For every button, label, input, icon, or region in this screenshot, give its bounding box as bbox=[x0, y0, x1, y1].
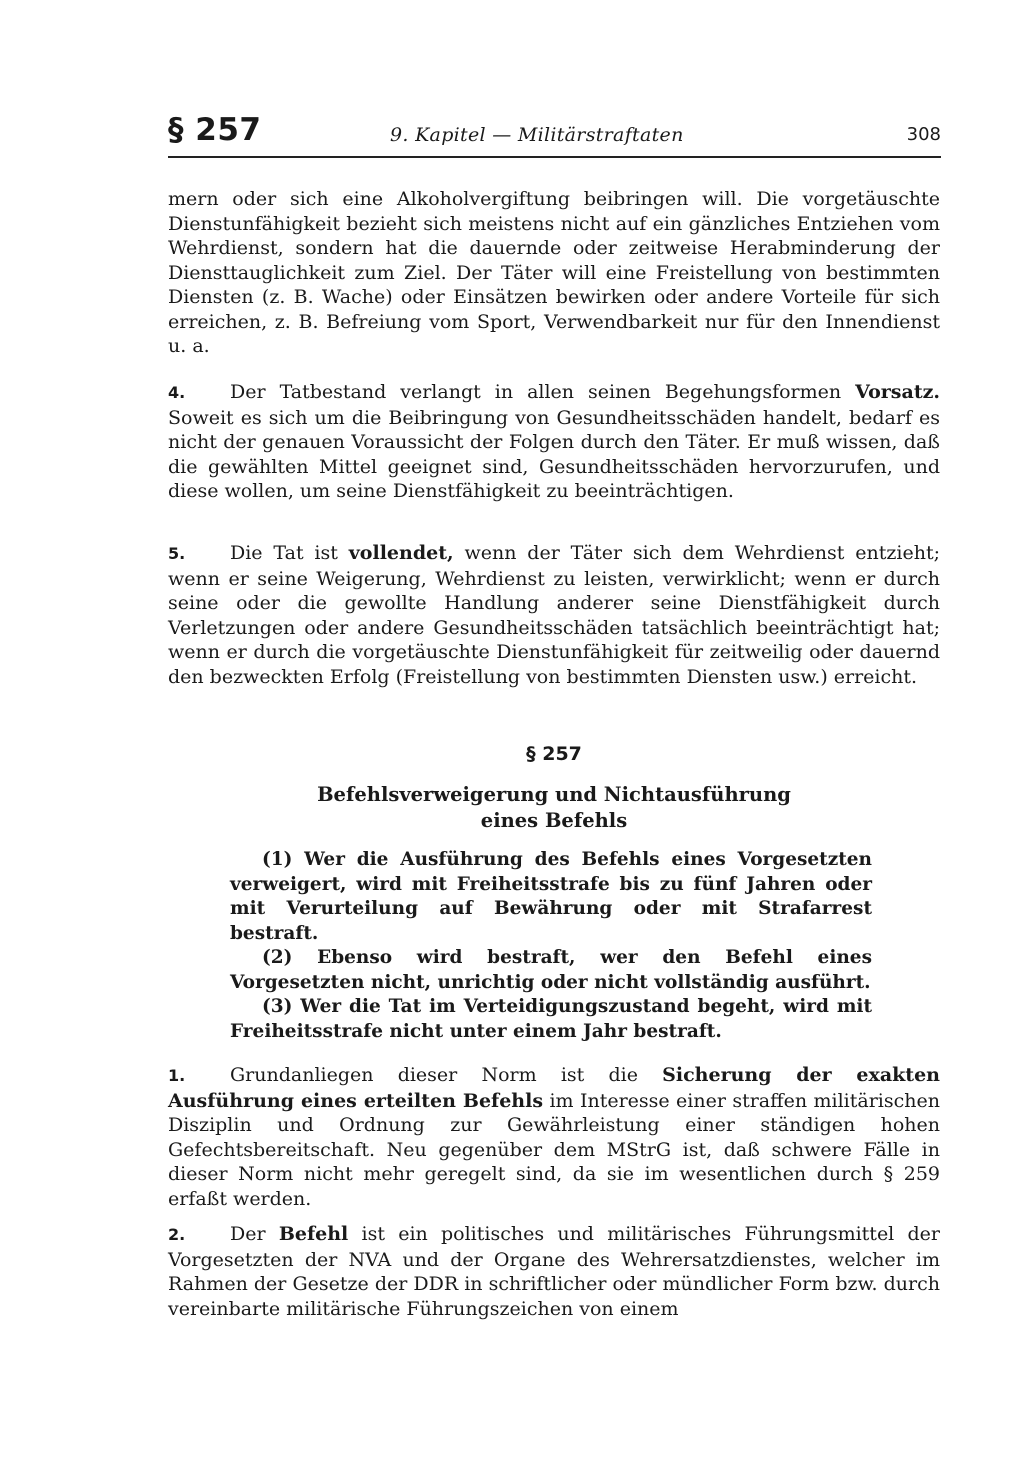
paragraph-text: Der bbox=[230, 1223, 279, 1245]
section-heading bbox=[168, 782, 940, 834]
paragraph-text: im Interesse einer straffen militärischen Disziplin und Ordnung zur Gewährleistung einer ständigen hohen Gefechtsbereitschaft. Neu gegenüber dem MStrG ist, daß schwere Fälle in dieser Norm nicht mehr geregelt sind, da sie im wesentlichen durch § 259 erfaßt werden. bbox=[168, 1089, 940, 1210]
comment-paragraph-2 bbox=[168, 1222, 940, 1321]
header-chapter-title: 9. Kapitel — Militärstraftaten bbox=[390, 124, 684, 146]
paragraph-number: 4. bbox=[168, 383, 186, 402]
statute-text bbox=[230, 848, 872, 1044]
paragraph-number: 1. bbox=[168, 1066, 186, 1085]
continuation-paragraph bbox=[168, 187, 940, 359]
continuation-text: mern oder sich eine Alkoholvergiftung beibringen will. Die vorgetäuschte Dienstunfähigkeit bezieht sich meistens nicht auf ein gänzliches Entziehen vom Wehrdienst, sondern hat die dauernde oder zeitweise Herabminderung der Diensttauglichkeit zum Ziel. Der Täter will eine Freistellung von bestimmten Diensten (z. B. Wache) oder Einsätzen bewirken oder andere Vorteile für sich erreichen, z. B. Befreiung vom Sport, Verwendbarkeit nur für den Innendienst u. a. bbox=[168, 188, 940, 357]
paragraph-number: 5. bbox=[168, 544, 186, 563]
header-section-number: § 257 bbox=[168, 112, 262, 148]
page-number: 308 bbox=[906, 124, 941, 145]
statute-subsection-1: (1) Wer die Ausführung des Befehls eines Vorgesetzten verweigert, wird mit Freiheitsstrafe bis zu fünf Jahren oder mit Verurteilung auf Bewährung oder mit Strafarrest bestraft. bbox=[230, 849, 872, 944]
paragraph-emphasis: Befehl bbox=[278, 1223, 349, 1245]
paragraph-text: Die Tat ist bbox=[230, 542, 349, 564]
comment-paragraph-5 bbox=[168, 541, 940, 689]
section-number: § 257 bbox=[526, 743, 582, 765]
statute-subsection-2: (2) Ebenso wird bestraft, wer den Befehl eines Vorgesetzten nicht, unrichtig oder nicht vollständig ausführt. bbox=[230, 947, 872, 993]
comment-paragraph-1 bbox=[168, 1063, 940, 1211]
paragraph-emphasis: Sicherung der exakten Ausführung eines erteilten Befehls bbox=[168, 1064, 940, 1112]
paragraph-text: Soweit es sich um die Beibringung von Gesundheitsschäden handelt, bedarf es nicht der genauen Voraussicht der Folgen durch den Täter. Er muß wissen, daß die gewählten Mittel geeignet sind, Gesundheitsschäden hervorzurufen, und diese wollen, um seine Dienstfähigkeit zu beeinträchtigen. bbox=[168, 406, 940, 502]
running-header bbox=[168, 112, 941, 158]
paragraph-number: 2. bbox=[168, 1225, 186, 1244]
comment-paragraph-4 bbox=[168, 380, 940, 504]
section-heading-line-1: Befehlsverweigerung und Nichtausführung bbox=[317, 783, 791, 806]
statute-subsection-3: (3) Wer die Tat im Verteidigungszustand begeht, wird mit Freiheitsstrafe nicht unter einem Jahr bestraft. bbox=[230, 996, 872, 1042]
paragraph-text: ist ein politisches und militärisches Führungsmittel der Vorgesetzten der NVA und der Organe des Wehrersatzdienstes, welcher im Rahmen der Gesetze der DDR in schriftlicher oder mündlicher Form bzw. durch vereinbarte militärische Führungszeichen von einem bbox=[168, 1223, 940, 1320]
paragraph-emphasis: Vorsatz. bbox=[855, 381, 940, 403]
paragraph-text: wenn der Täter sich dem Wehrdienst entzieht; wenn er seine Weigerung, Wehrdienst zu leisten, verwirklicht; wenn er durch seine oder die gewollte Handlung anderer seine Dienstfähigkeit durch Verletzungen oder andere Gesundheitsschäden tatsächlich beeinträchtigt hat; wenn er durch die vorgetäuschte Dienstunfähigkeit für zeitweilig oder dauernd den bezweckten Erfolg (Freistellung von bestimmten Diensten usw.) erreicht. bbox=[168, 542, 940, 688]
section-heading-line-2: eines Befehls bbox=[480, 809, 628, 832]
paragraph-emphasis: vollendet, bbox=[348, 542, 454, 564]
paragraph-text: Grundanliegen dieser Norm ist die bbox=[230, 1064, 663, 1086]
paragraph-text: Der Tatbestand verlangt in allen seinen Begehungsformen bbox=[230, 381, 856, 403]
